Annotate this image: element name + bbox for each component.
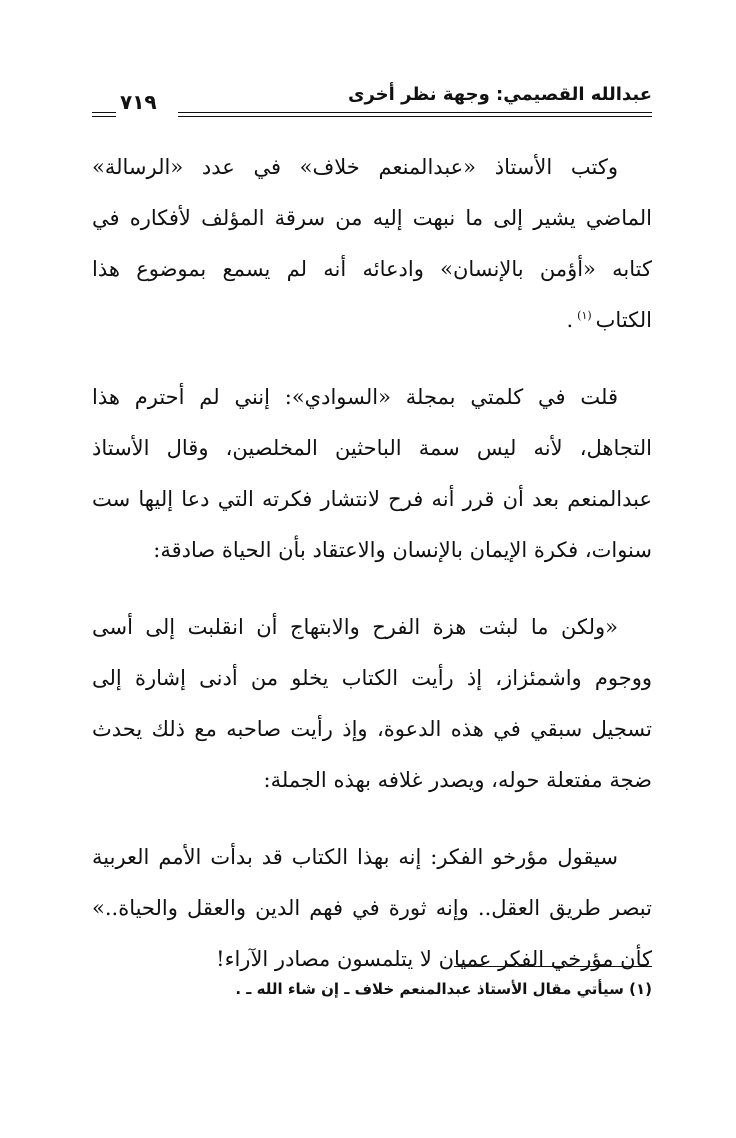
footnote-rule (454, 966, 652, 967)
running-header (92, 82, 652, 122)
header-rule (178, 112, 652, 117)
paragraph-text: وكتب الأستاذ «عبدالمنعم خلاف» في عدد «الرسالة» الماضي يشير إلى ما نبهت إليه من سرقة المؤلف لأفكاره في كتابه «أؤمن بالإنسان» وادعائه أنه لم يسمع بموضوع هذا الكتاب (92, 155, 652, 332)
body-text (92, 142, 652, 1011)
running-title: عبدالله القصيمي: وجهة نظر أخرى (347, 84, 652, 105)
paragraph: قلت في كلمتي بمجلة «السوادي»: إنني لم أحترم هذا التجاهل، لأنه ليس سمة الباحثين المخلصين، وقال الأستاذ عبدالمنعم بعد أن قرر أنه فرح لانتشار فكرته التي دعا إليها ست سنوات، فكرة الإيمان بالإنسان والاعتقاد بأن الحياة صادقة: (92, 385, 652, 562)
paragraph (92, 142, 652, 346)
paragraph: سيقول مؤرخو الفكر: إنه بهذا الكتاب قد بدأت الأمم العربية تبصر طريق العقل.. وإنه ثورة في فهم الدين والعقل والحياة..» كأن مؤرخي الفكر عميان لا يتلمسون مصادر الآراء! (92, 845, 652, 971)
footnote: (١) سيأتي مقال الأستاذ عبدالمنعم خلاف ـ إن شاء الله ـ . (235, 980, 652, 998)
page-number: ٧١٩ (120, 90, 157, 114)
paragraph: «ولكن ما لبثت هزة الفرح والابتهاج أن انقلبت إلى أسى ووجوم واشمئزاز، إذ رأيت الكتاب يخلو من أدنى إشارة إلى تسجيل سبقي في هذه الدعوة، وإذ رأيت صاحبه مع ذلك يحدث ضجة مفتعلة حوله، ويصدر غلافه بهذه الجملة: (92, 615, 652, 792)
paragraph-tail: . (566, 308, 574, 332)
footnote-reference: (١) (577, 309, 592, 322)
header-rule-left (92, 112, 116, 117)
